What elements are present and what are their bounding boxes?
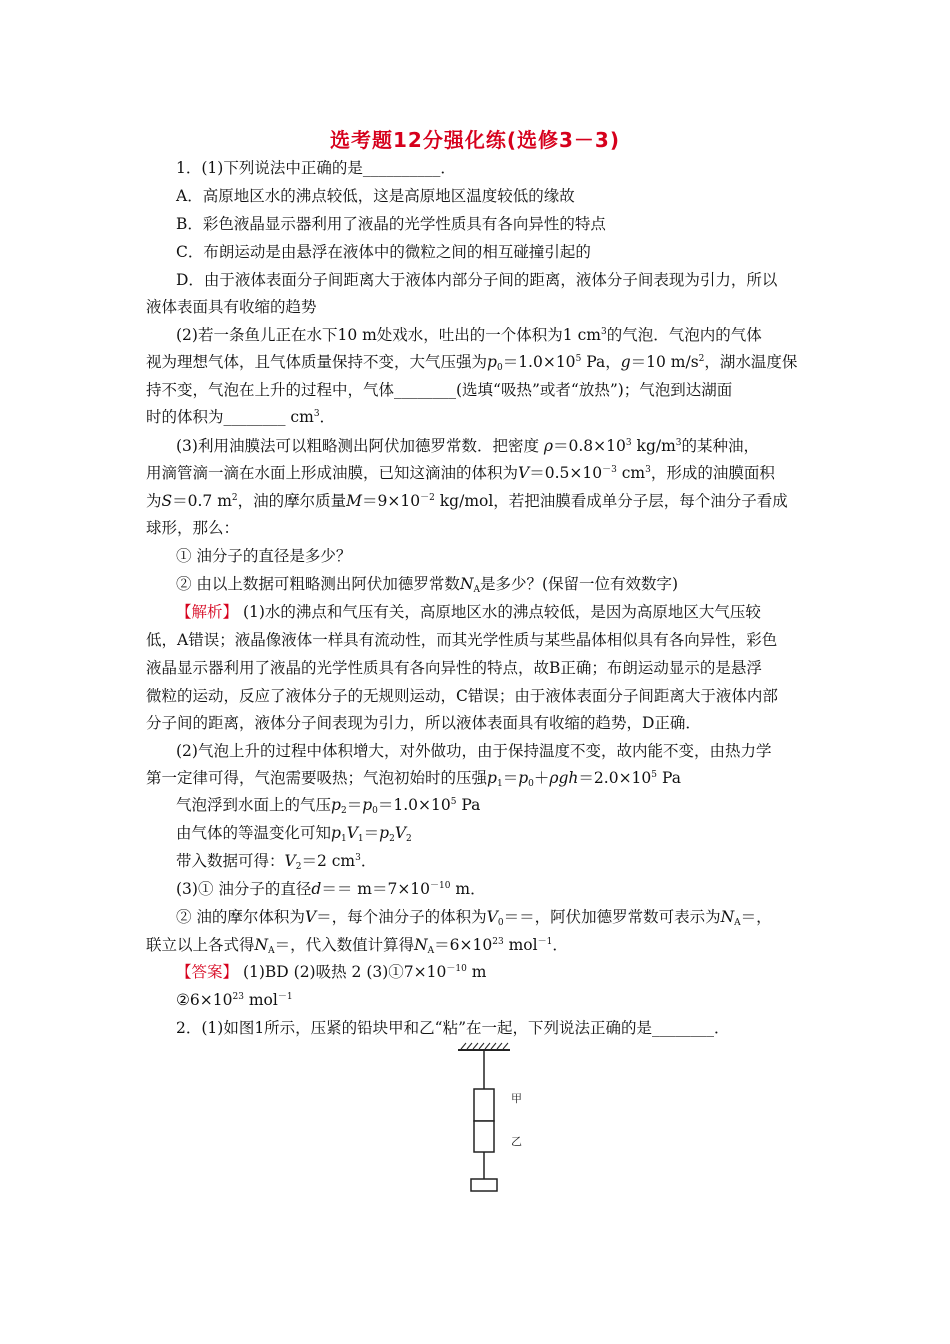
analysis-line12: ② 油的摩尔体积为V＝，每个油分子的体积为$V_0==$，阿伏加德罗常数可表示为$N_A=$， xyxy=(176,908,772,928)
q1-option-d-line2: 液体表面具有收缩的趋势 xyxy=(146,298,317,316)
analysis-line7: 第一定律可得，气泡需要吸热；气泡初始时的压强$p_1=p_0+\rho gh=2.0\times 10^5$ Pa xyxy=(146,769,681,789)
analysis-tag: 【解析】 xyxy=(176,603,239,621)
lead-block-yi xyxy=(474,1121,494,1152)
q1-part3-line4: 球形，那么： xyxy=(146,519,240,537)
q1-part2-line4: 时的体积为________ $cm^3$． xyxy=(146,408,336,426)
q1-subquestion-1: ① 油分子的直径是多少？ xyxy=(176,547,352,565)
answer-line2: $②6\times 10^{23}$ mol$^{-1}$ xyxy=(176,991,293,1009)
answer-tag: 【答案】 xyxy=(176,963,239,981)
q1-part1-question: 1．(1)下列说法中正确的是__________． xyxy=(176,159,456,177)
page-title: 选考题12分强化练(选修3－3) xyxy=(330,128,620,152)
q1-subquestion-2: ② 由以上数据可粗略测出阿伏加德罗常数$N_A$是多少？(保留一位有效数字) xyxy=(176,575,679,595)
analysis-line11: (3)① 油分子的直径$d== m=7\times 10^{-10}$ m． xyxy=(176,880,486,898)
q1-option-a: A．高原地区水的沸点较低，这是高原地区温度较低的缘故 xyxy=(176,187,575,205)
q1-part3-line2: 用滴管滴一滴在水面上形成油膜，已知这滴油的体积为$V=0.5\times 10^{-3}$ $cm^3$，形成的油膜面积 xyxy=(146,464,775,482)
analysis-line4: 微粒的运动，反应了液体分子的无规则运动，C错误；由于液体表面分子间距离大于液体内部 xyxy=(146,687,778,705)
analysis-line1: 【解析】 (1)水的沸点和气压有关，高原地区水的沸点较低，是因为高原地区大气压较 xyxy=(176,603,761,621)
q1-option-c: C．布朗运动是由悬浮在液体中的微粒之间的相互碰撞引起的 xyxy=(176,243,591,261)
q1-part2-line1: (2)若一条鱼儿正在水下10 m处戏水，吐出的一个体积为1 $cm^3$的气泡．气泡内的气体 xyxy=(176,326,762,344)
analysis-line3: 液晶显示器利用了液晶的光学性质具有各向异性的特点，故B正确；布朗运动显示的是悬浮 xyxy=(146,659,762,677)
analysis-line8: 气泡浮到水面上的气压$p_2=p_0=1.0\times 10^5$ Pa xyxy=(176,796,481,816)
analysis-line5: 分子间的距离，液体分子间表现为引力，所以液体表面具有收缩的趋势，D正确． xyxy=(146,714,701,732)
label-jia: 甲 xyxy=(511,1092,522,1105)
analysis-line9: 由气体的等温变化可知$p_1V_1=p_2V_2$ xyxy=(176,824,412,844)
ceiling-hatching xyxy=(461,1043,508,1049)
q1-part3-line3: 为S＝0.7 $m^2$，油的摩尔质量$M=9\times 10^{-2}$ kg/mol，若把油膜看成单分子层，每个油分子看成 xyxy=(146,492,788,510)
q1-part3-line1: (3)利用油膜法可以粗略测出阿伏加德罗常数．把密度 $\rho=0.8\times 10^3$ $kg/m^3$的某种油， xyxy=(176,437,760,455)
lead-blocks-figure xyxy=(455,1042,545,1192)
analysis-line10: 带入数据可得：$V_2=2$ $cm^3$． xyxy=(176,852,377,872)
hanging-weight xyxy=(471,1179,497,1191)
answer-line1: 【答案】 (1)BD (2)吸热 2 $(3)①7\times 10^{-10}$ m xyxy=(176,963,487,981)
analysis-line13: 联立以上各式得$N_A=$，代入数值计算得$N_A=6\times 10^{23}$ mol$^{-1}$． xyxy=(146,936,568,956)
q2-part1-question: 2．(1)如图1所示，压紧的铅块甲和乙“粘”在一起，下列说法正确的是________． xyxy=(176,1019,730,1037)
lead-block-jia xyxy=(474,1089,494,1121)
q1-part2-line3: 持不变，气泡在上升的过程中，气体________(选填“吸热”或者“放热”)；气泡到达湖面 xyxy=(146,381,733,399)
label-yi: 乙 xyxy=(511,1135,522,1148)
analysis-line2: 低，A错误；液晶像液体一样具有流动性，而其光学性质与某些晶体相似具有各向异性，彩色 xyxy=(146,631,778,649)
q1-option-b: B．彩色液晶显示器利用了液晶的光学性质具有各向异性的特点 xyxy=(176,215,606,233)
analysis-line6: (2)气泡上升的过程中体积增大，对外做功，由于保持温度不变，故内能不变，由热力学 xyxy=(176,742,772,760)
q1-part2-line2: 视为理想气体，且气体质量保持不变，大气压强为$p_0=1.0\times 10^5$ Pa，g＝10 $m/s^2$，湖水温度保 xyxy=(146,353,798,373)
q1-option-d-line1: D．由于液体表面分子间距离大于液体内部分子间的距离，液体分子间表现为引力，所以 xyxy=(176,271,778,289)
